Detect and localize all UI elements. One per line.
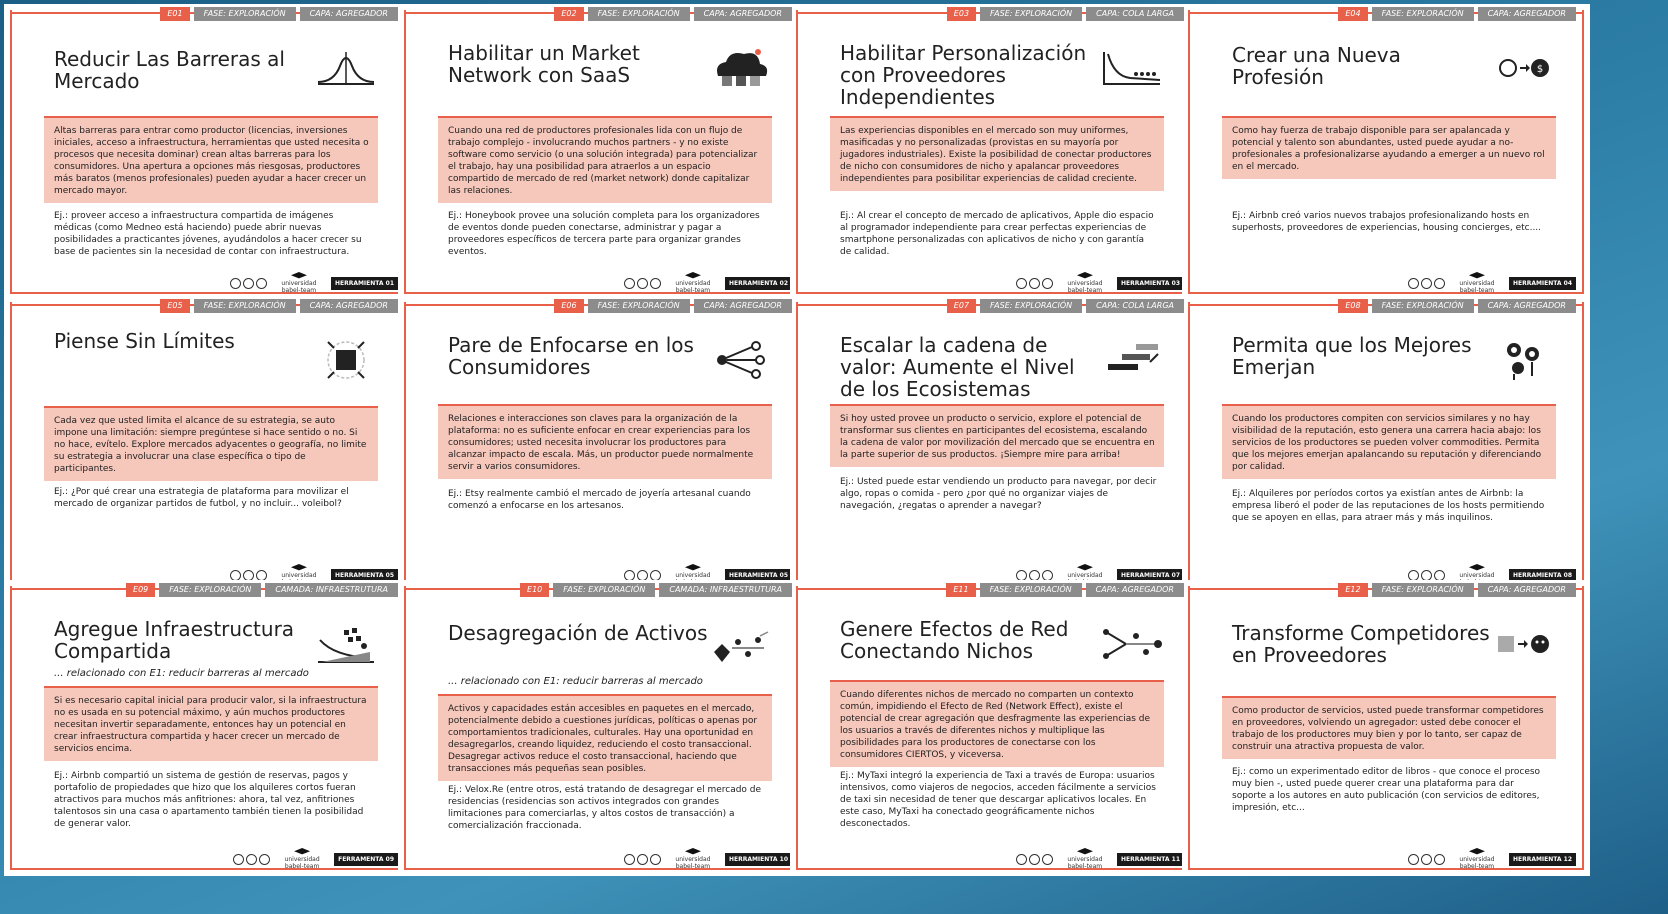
card-number-tab: E04	[1338, 7, 1367, 21]
creative-commons-icon	[230, 278, 267, 289]
description-box: Las experiencias disponibles en el mercado son muy uniformes, masificadas y no personalizadas (provistas en su mayoría por jugadores industriales). Existe la posibilidad de conectar productores de nicho con consumidores de nicho y apalancar proveedores independientes para posibilitar experiencias de calidad creciente.	[830, 116, 1164, 191]
tool-badge: HERRAMIENTA 10	[725, 853, 792, 866]
card-number-tab: E11	[946, 583, 975, 597]
layer-tab: CAPA: AGREGADOR	[694, 7, 792, 21]
card-footer	[624, 850, 792, 868]
card-title: Reducir Las Barreras al Mercado	[54, 47, 285, 93]
card-title: Crear una Nueva Profesión	[1232, 43, 1401, 89]
graduation-cap-icon	[291, 564, 307, 572]
tool-badge: FERRAMENTA 09	[334, 853, 398, 866]
example-text: Ej.: Usted puede estar vendiendo un producto para navegar, por decir algo, ropas o comida - pero ¿por qué no organizar viajes de navegación, ¿regatas o aprender a navegar?	[840, 477, 1157, 511]
bell-curve-icon	[314, 46, 378, 90]
phase-tab: FASE: EXPLORACIÓN	[980, 299, 1082, 313]
example-text: Ej.: ¿Por qué crear una estrategia de plataforma para movilizar el mercado de organizar partidos de futbol, y no incluir... voleibol?	[54, 487, 349, 509]
example-text: Ej.: Etsy realmente cambió el mercado de joyería artesanal cuando comenzó a enfocarse en los artesanos.	[448, 489, 751, 511]
phase-tab: FASE: EXPLORACIÓN	[980, 583, 1082, 597]
long-tail-icon	[1100, 46, 1164, 90]
universidad-logo	[282, 848, 322, 870]
card-title: Pare de Enfocarse en los Consumidores	[448, 333, 694, 379]
layer-tab: CAMADA: INFRAESTRUTURA	[659, 583, 792, 597]
layer-tab: CAPA: COLA LARGA	[1086, 7, 1184, 21]
card-tabs	[160, 298, 398, 314]
tool-badge: HERRAMIENTA 12	[1509, 853, 1576, 866]
creative-commons-icon	[230, 570, 267, 581]
card-tabs	[126, 582, 398, 598]
unbundle-assets-icon	[708, 622, 772, 666]
example-text: Ej.: Al crear el concepto de mercado de aplicativos, Apple dio espacio al programador independiente para crear perfectas experiencias de smartphone personalizadas con aplicativos de nicho y con garantía de calidad.	[840, 211, 1154, 257]
description-box: Como hay fuerza de trabajo disponible para ser apalancada y potencial y talento son abundantes, usted puede ayudar a no-profesionales a profesionalizarse ayudando a emerger a un nuevo rol en el mercado.	[1222, 116, 1556, 179]
tool-card	[790, 580, 1198, 876]
gears-icon	[1492, 338, 1556, 382]
description-box: Activos y capacidades están accesibles en paquetes en el mercado, potencialmente debido a cuestiones jurídicas, políticas o apenas por comportamientos tradicionales, culturales. Hay una oportunidad en desagregarlos, creando liquidez, reduciendo el costo transaccional. Desagregar activos reduce el costo transaccional, haciendo que transacciones más pequeñas sean posibles.	[438, 694, 772, 781]
example-text: Ej.: como un experimentado editor de libros - que conoce el proceso muy bien -, usted puede querer crear una plataforma para dar soporte a los autores en auto publicación (con servicios de editores, impresión, etc...	[1232, 767, 1541, 813]
phase-tab: FASE: EXPLORACIÓN	[553, 583, 655, 597]
phase-tab: FASE: EXPLORACIÓN	[980, 7, 1082, 21]
tool-badge: HERRAMIENTA 05	[725, 569, 792, 582]
universidad-logo	[279, 272, 319, 294]
niche-network-icon	[1100, 622, 1164, 666]
related-note: ... relacionado con E1: reducir barreras al mercado	[54, 668, 309, 679]
graduation-cap-icon	[1077, 564, 1093, 572]
tool-card	[4, 4, 412, 300]
layer-tab: CAPA: COLA LARGA	[1086, 299, 1184, 313]
creative-commons-icon	[1408, 570, 1445, 581]
logo-line1: universidad	[675, 856, 711, 863]
tool-badge: HERRAMIENTA 03	[1117, 277, 1184, 290]
card-tabs	[554, 298, 792, 314]
layer-tab: CAPA: AGREGADOR	[1086, 583, 1184, 597]
logo-line2: babel-team	[675, 287, 711, 294]
creative-commons-icon	[624, 570, 661, 581]
phase-tab: FASE: EXPLORACIÓN	[588, 299, 690, 313]
graduation-cap-icon	[291, 272, 307, 280]
competitor-to-provider-icon	[1492, 622, 1556, 666]
logo-line2: babel-team	[1459, 287, 1495, 294]
creative-commons-icon	[233, 854, 270, 865]
card-number-tab: E06	[554, 299, 583, 313]
logo-line1: universidad	[675, 572, 711, 579]
card-title: Transforme Competidores en Proveedores	[1232, 621, 1490, 667]
tool-card	[398, 580, 806, 876]
phase-tab: FASE: EXPLORACIÓN	[1372, 7, 1474, 21]
universidad-logo	[1065, 272, 1105, 294]
universidad-logo	[1065, 848, 1105, 870]
example-text: Ej.: Velox.Re (entre otros, está tratando de desagregar el mercado de residencias (residencias son activos integrados con grandes limitaciones para comerciarlas, y altos costos de transacción) a comercialización fraccionada.	[448, 785, 762, 831]
logo-line1: universidad	[1067, 856, 1103, 863]
creative-commons-icon	[624, 854, 661, 865]
graduation-cap-icon	[685, 848, 701, 856]
card-tabs	[1338, 582, 1576, 598]
description-box: Cuando diferentes nichos de mercado no comparten un contexto común, impidiendo el Efecto de Red (Network Effect), existe el potencial de crear agregación que desfragmente las experiencias de los usuarios a través de diferentes nichos y multiplique las posibilidades para los productores de conectarse con los consumidores CIERTOS, y viceversa.	[830, 680, 1164, 767]
logo-line2: babel-team	[675, 863, 711, 870]
phase-tab: FASE: EXPLORACIÓN	[194, 299, 296, 313]
universidad-logo	[673, 272, 713, 294]
expand-square-icon	[314, 338, 378, 382]
tool-card	[1182, 296, 1590, 592]
tool-badge: HERRAMIENTA 04	[1509, 277, 1576, 290]
layer-tab: CAPA: AGREGADOR	[1478, 7, 1576, 21]
logo-line1: universidad	[281, 572, 317, 579]
card-tabs	[1338, 298, 1576, 314]
description-box: Relaciones e interacciones son claves para la organización de la plataforma: no es suficiente enfocar en crear experiencias para los consumidores; usted necesita involucrar los productores para alcanzar impacto de escala. Más, un productor puede normalmente servir a varios consumidores.	[438, 404, 772, 479]
cloud-network-icon	[708, 46, 772, 90]
description-box: Cada vez que usted limita el alcance de su estrategia, se auto impone una limitación: siempre pregúntese si hace sentido o no. Si no hace, evítelo. Explore mercados adyacentes o geografía, no limite su estrategia a involucrar una clase específica o tipo de participantes.	[44, 406, 378, 481]
card-footer	[624, 274, 792, 292]
logo-line1: universidad	[1067, 280, 1103, 287]
example-text: Ej.: MyTaxi integró la experiencia de Taxi a través de Europa: usuarios intensivos, como viajeros de negocios, acceden fácilmente a servicios de taxi sin necesidad de tener que descargar aplicativos locales. En este caso, MyTaxi ha conectado geográficamente nichos desconectados.	[840, 771, 1156, 829]
phase-tab: FASE: EXPLORACIÓN	[159, 583, 261, 597]
layer-tab: CAMADA: INFRAESTRUTURA	[265, 583, 398, 597]
logo-line1: universidad	[281, 280, 317, 287]
card-footer	[230, 274, 398, 292]
phase-tab: FASE: EXPLORACIÓN	[194, 7, 296, 21]
shared-infra-icon	[314, 622, 378, 666]
logo-line1: universidad	[1459, 572, 1495, 579]
creative-commons-icon	[1408, 854, 1445, 865]
card-tabs	[160, 6, 398, 22]
creative-commons-icon	[1016, 570, 1053, 581]
logo-line2: babel-team	[1459, 863, 1495, 870]
tool-card	[1182, 580, 1590, 876]
card-footer	[1408, 850, 1576, 868]
card-tabs	[947, 298, 1184, 314]
card-number-tab: E03	[947, 7, 976, 21]
layer-tab: CAPA: AGREGADOR	[300, 7, 398, 21]
tool-card	[398, 296, 806, 592]
creative-commons-icon	[1016, 854, 1053, 865]
description-box: Cuando los productores compiten con servicios similares y no hay visibilidad de la reputación, esto genera una carrera hacia abajo: los servicios de los productores se pueden volver commodities. Permita que los mejores emerjan apalancando su reputación y diferenciando por calidad.	[1222, 404, 1556, 479]
share-nodes-icon	[708, 338, 772, 382]
creative-commons-icon	[1016, 278, 1053, 289]
card-title: Genere Efectos de Red Conectando Nichos	[840, 617, 1069, 663]
card-number-tab: E08	[1338, 299, 1367, 313]
description-box: Si es necesario capital inicial para producir valor, si la infraestructura no es usada en su potencial máximo, y aún muchos productores necesitan invertir separadamente, entonces hay un potencial en crear infraestructura compartida y hacer crecer un mercado de servicios encima.	[44, 686, 378, 761]
logo-line1: universidad	[1459, 280, 1495, 287]
card-tabs	[554, 6, 792, 22]
card-footer	[1016, 850, 1184, 868]
example-text: Ej.: Airbnb compartió un sistema de gestión de reservas, pagos y portafolio de propiedades que hizo que los alquileres cortos fueran atractivos para muchos más anfitriones: ahora, tal vez, anfitriones talentosos sin una casa o apartamento también tienen la posibilidad de generar valor.	[54, 771, 364, 829]
card-footer	[233, 850, 398, 868]
card-title: Piense Sin Límites	[54, 329, 235, 353]
card-title: Desagregación de Activos	[448, 621, 708, 645]
card-title: Habilitar Personalización con Proveedores Independientes	[840, 41, 1087, 109]
creative-commons-icon	[1408, 278, 1445, 289]
svg-text:$: $	[1536, 64, 1544, 75]
example-text: Ej.: Honeybook provee una solución completa para los organizadores de eventos donde pueden conectarse, administrar y pagar a proveedores específicos de tercera parte para organizar grandes eventos.	[448, 211, 760, 257]
graduation-cap-icon	[1469, 848, 1485, 856]
description-box: Si hoy usted provee un producto o servicio, explore el potencial de transformar sus clientes en participantes del ecosistema, escalando la cadena de valor por movilización del mercado que se encuentra en la parte superior de sus productos. ¡Siempre mire para arriba!	[830, 404, 1164, 467]
description-box: Cuando una red de productores profesionales lida con un flujo de trabajo complejo - involucrando muchos partners - y no existe software como servicio (o una solución integrada) para potencializar el trabajo, hay una posibilidad para atraerlos a un espacio compartido de mercado de red (market network) donde capitalizar las relaciones.	[438, 116, 772, 203]
tool-card	[1182, 4, 1590, 300]
logo-line1: universidad	[1459, 856, 1495, 863]
tool-badge: HERRAMIENTA 11	[1117, 853, 1184, 866]
layer-tab: CAPA: AGREGADOR	[300, 299, 398, 313]
card-tabs	[947, 6, 1184, 22]
description-box: Altas barreras para entrar como productor (licencias, inversiones iniciales, acceso a infraestructura, herramientas que usted necesita o procesos que necesita dominar) crean altas barreras para los consumidores. Una apertura a opciones más riesgosas, productores más baratos (menos profesionales) pueden ayudar a hacer crecer un mercado mayor.	[44, 116, 378, 203]
example-text: Ej.: Alquileres por períodos cortos ya existían antes de Airbnb: la empresa liberó el poder de las reputaciones de los hosts permitiendo que se apoyen en ellas, para atraer más y más inquilinos.	[1232, 489, 1545, 523]
layer-tab: CAPA: AGREGADOR	[694, 299, 792, 313]
tool-card	[4, 580, 412, 876]
coin-upgrade-icon	[1492, 46, 1556, 90]
logo-line1: universidad	[1067, 572, 1103, 579]
tool-badge: HERRAMIENTA 08	[1509, 569, 1576, 582]
universidad-logo	[1457, 272, 1497, 294]
card-number-tab: E05	[160, 299, 189, 313]
card-number-tab: E02	[554, 7, 583, 21]
phase-tab: FASE: EXPLORACIÓN	[1372, 583, 1474, 597]
tool-badge: HERRAMIENTA 02	[725, 277, 792, 290]
logo-line2: babel-team	[284, 863, 320, 870]
card-tabs	[520, 582, 792, 598]
graduation-cap-icon	[685, 272, 701, 280]
phase-tab: FASE: EXPLORACIÓN	[1372, 299, 1474, 313]
card-title: Habilitar un Market Network con SaaS	[448, 41, 640, 87]
card-title: Escalar la cadena de valor: Aumente el Nivel de los Ecosistemas	[840, 333, 1075, 401]
logo-line2: babel-team	[281, 287, 317, 294]
card-tabs	[946, 582, 1184, 598]
graduation-cap-icon	[685, 564, 701, 572]
tool-card	[790, 296, 1198, 592]
card-footer	[1016, 274, 1184, 292]
logo-line1: universidad	[284, 856, 320, 863]
card-number-tab: E07	[947, 299, 976, 313]
card-title: Agregue Infraestructura Compartida	[54, 617, 295, 663]
graduation-cap-icon	[1469, 272, 1485, 280]
logo-line1: universidad	[675, 280, 711, 287]
description-box: Como productor de servicios, usted puede transformar competidores en proveedores, volviendo un agregador: usted debe conocer el trabajo de los productores muy bien y por lo tanto, ser capaz de construir una atractiva propuesta de valor.	[1222, 696, 1556, 759]
card-number-tab: E01	[160, 7, 189, 21]
logo-line2: babel-team	[1067, 287, 1103, 294]
tool-badge: HERRAMIENTA 07	[1117, 569, 1184, 582]
tool-badge: HERRAMIENTA 05	[331, 569, 398, 582]
card-footer	[1408, 274, 1576, 292]
phase-tab: FASE: EXPLORACIÓN	[588, 7, 690, 21]
layer-tab: CAPA: AGREGADOR	[1478, 299, 1576, 313]
universidad-logo	[1457, 848, 1497, 870]
graduation-cap-icon	[1077, 272, 1093, 280]
logo-line2: babel-team	[1067, 863, 1103, 870]
related-note: ... relacionado con E1: reducir barreras al mercado	[448, 676, 703, 687]
card-number-tab: E12	[1338, 583, 1367, 597]
card-number-tab: E10	[520, 583, 549, 597]
example-text: Ej.: Airbnb creó varios nuevos trabajos profesionalizando hosts en superhosts, proveedores de experiencias, housing concierges, etc....	[1232, 211, 1542, 233]
tool-badge: HERRAMIENTA 01	[331, 277, 398, 290]
example-text: Ej.: proveer acceso a infraestructura compartida de imágenes médicas (como Medneo está haciendo) puede abrir nuevas posibilidades a practicantes jóvenes, ayudándolos a hacer crecer su base de pacientes sin la necesidad de contar con infraestructura.	[54, 211, 362, 257]
card-number-tab: E09	[126, 583, 155, 597]
universidad-logo	[673, 848, 713, 870]
layer-tab: CAPA: AGREGADOR	[1478, 583, 1576, 597]
card-title: Permita que los Mejores Emerjan	[1232, 333, 1472, 379]
graduation-cap-icon	[294, 848, 310, 856]
tool-card	[4, 296, 412, 592]
graduation-cap-icon	[1077, 848, 1093, 856]
creative-commons-icon	[624, 278, 661, 289]
stacked-bars-icon	[1100, 338, 1164, 382]
tool-card	[398, 4, 806, 300]
tool-card	[790, 4, 1198, 300]
card-tabs	[1338, 6, 1576, 22]
graduation-cap-icon	[1469, 564, 1485, 572]
